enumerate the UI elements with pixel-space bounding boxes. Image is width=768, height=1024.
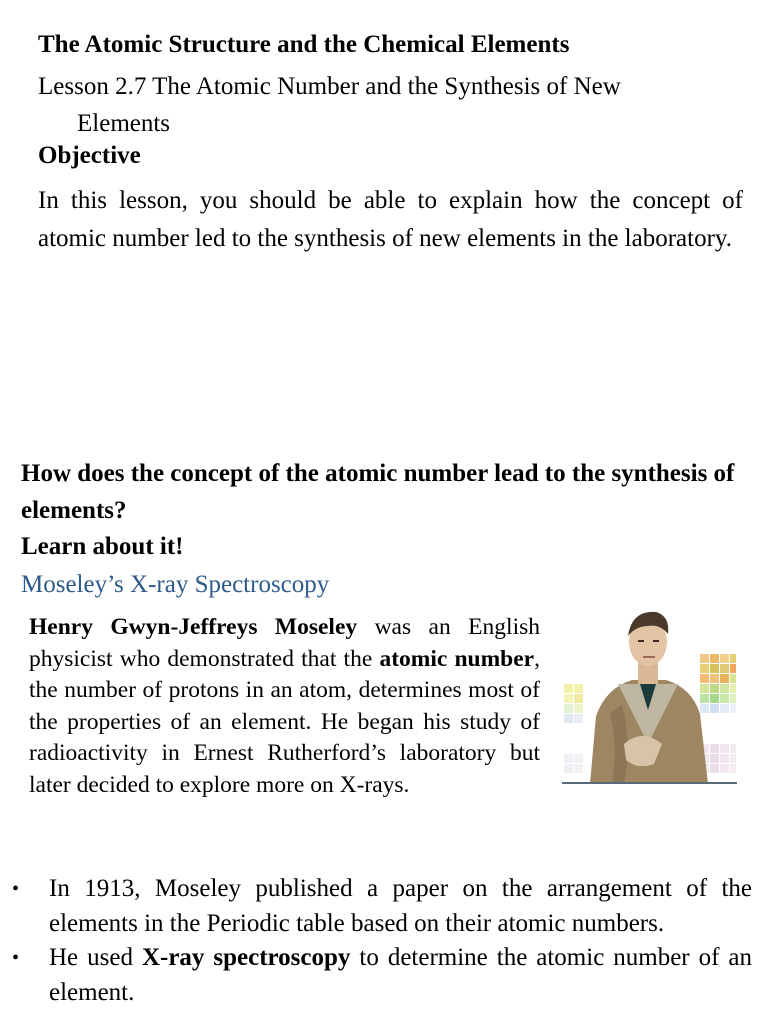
objective-heading: Objective [38, 142, 141, 169]
bullet-text-post: to determine the atomic number of an element. [49, 944, 753, 1006]
document-title: The Atomic Structure and the Chemical Elements [38, 31, 570, 58]
bio-text-2: , the number of protons in an atom, determines most of the properties of an element. He began his study of radioactivity in Ernest Rutherford’s laboratory but later decided to explore more on X-rays. [29, 645, 540, 798]
bullet-text [49, 941, 752, 1010]
section-heading: Moseley’s X-ray Spectroscopy [21, 571, 330, 598]
lesson-heading-line1: Lesson 2.7 The Atomic Number and the Synthesis of New [38, 73, 621, 100]
bio-name: Henry Gwyn-Jeffreys Moseley [29, 614, 358, 640]
lesson-heading [38, 68, 738, 142]
list-item [12, 941, 752, 1010]
bullet-text: In 1913, Moseley published a paper on the arrangement of the elements in the Periodic table based on their atomic numbers. [49, 875, 752, 937]
moseley-bio-paragraph [29, 612, 540, 802]
bullet-icon: • [12, 947, 20, 969]
guiding-question: How does the concept of the atomic number lead to the synthesis of elements? [21, 460, 735, 524]
bio-text-1: was an English physicist who demonstrated that the [29, 614, 540, 672]
list-item [12, 872, 752, 941]
lesson-heading-line2: Elements [77, 110, 171, 137]
bullet-list [12, 872, 752, 1010]
bullet-text-pre: He used [49, 944, 142, 971]
learn-heading: Learn about it! [21, 533, 184, 560]
moseley-portrait-image [562, 604, 737, 784]
objective-text: In this lesson, you should be able to explain how the concept of atomic number led to the synthesis of new elements in the laboratory. [38, 187, 743, 252]
bullet-bold-term: X-ray spectroscopy [141, 944, 351, 971]
bullet-icon: • [12, 878, 20, 900]
bio-atomic-number: atomic number [379, 645, 535, 672]
